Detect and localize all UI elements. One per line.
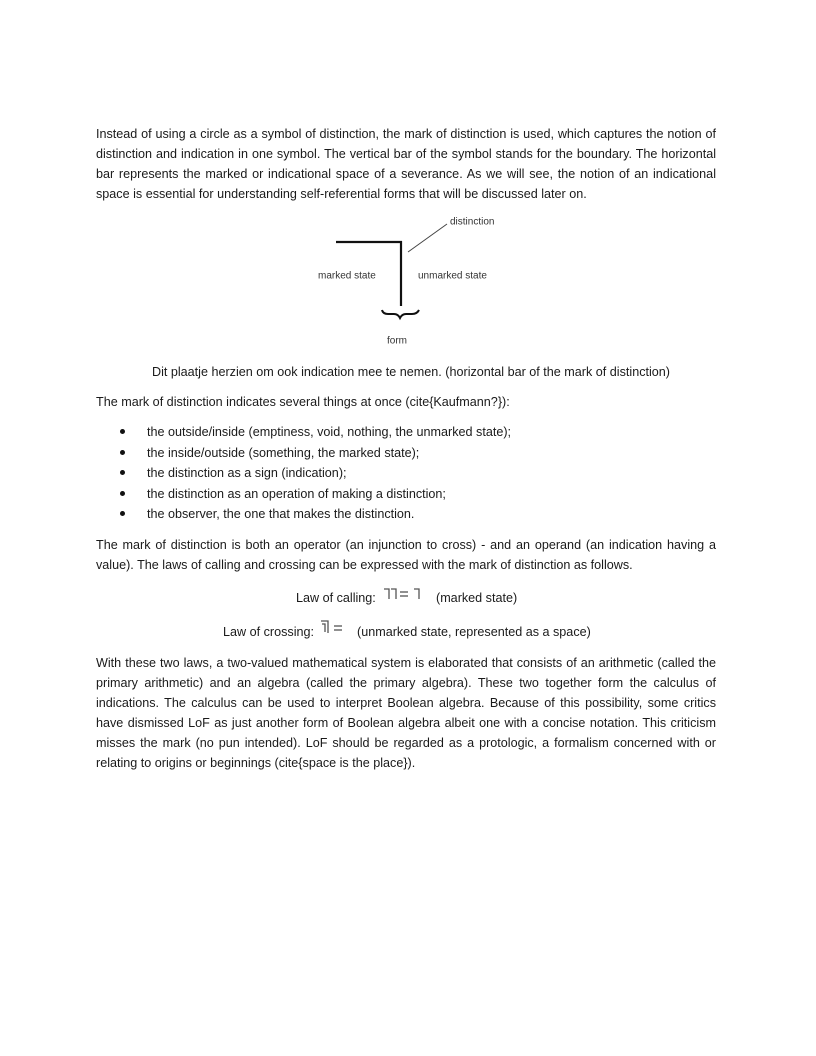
law-calling-note: (marked state) [436, 590, 518, 605]
paragraph-intro: Instead of using a circle as a symbol of distinction, the mark of distinction is used, which captures the notion of distinction and indication in one symbol. The vertical bar of the symbol stands for the boundary. The horizontal bar represents the marked or indicational space of a severance. As we will see, the notion of an indicational space is essential for understanding self-referential forms that will be discussed later on. [96, 127, 716, 201]
law-crossing-note: (unmarked state, represented as a space) [357, 624, 591, 639]
paragraph-operator-operand: The mark of distinction is both an operator (an injunction to cross) - and an operand (an indication having a value). The laws of calling and crossing can be expressed with the mark of distinction as follows. [96, 537, 716, 572]
document-page [96, 124, 716, 783]
law-of-calling [96, 585, 716, 611]
form-brace [382, 310, 419, 318]
list-item-text: the distinction as a sign (indication); [147, 466, 347, 480]
list-item-text: the inside/outside (something, the marked state); [147, 445, 420, 460]
law-calling-label: Law of calling: [296, 590, 376, 605]
list-item [96, 504, 716, 525]
figure-caption: Dit plaatje herzien om ook indication mee te nemen. (horizontal bar of the mark of distinction) [151, 365, 670, 379]
list-item [96, 463, 716, 484]
list-item [96, 422, 716, 443]
law-crossing-equation-icon [320, 619, 350, 639]
bullet-icon [120, 429, 125, 434]
bullet-icon [120, 470, 125, 475]
list-item-text: the outside/inside (emptiness, void, nothing, the unmarked state); [147, 425, 512, 439]
distinction-list [96, 422, 716, 525]
label-distinction: distinction [450, 216, 495, 228]
mark-of-distinction-figure [96, 214, 716, 352]
list-item-text: the observer, the one that makes the distinction. [147, 507, 415, 521]
label-unmarked-state: unmarked state [418, 270, 487, 282]
bullet-icon [120, 491, 125, 496]
bullet-icon [120, 511, 125, 516]
law-of-crossing [96, 619, 716, 645]
law-crossing-label: Law of crossing: [223, 624, 314, 639]
list-item [96, 484, 716, 505]
bullet-icon [120, 450, 125, 455]
distinction-pointer-line [408, 224, 447, 252]
paragraph-mark-indicates: The mark of distinction indicates several things at once (cite{Kaufmann?}): [96, 395, 510, 409]
paragraph-two-laws: With these two laws, a two-valued mathematical system is elaborated that consists of an arithmetic (called the primary arithmetic) and an algebra (called the primary algebra). These two together form the calculus of indications. The calculus can be used to interpret Boolean algebra. Because of this possibility, some critics have dismissed LoF as just another form of Boolean algebra albeit one with a concise notation. This criticism misses the mark (no pun intended). LoF should be regarded as a protologic, a formalism concerned with or relating to origins or beginnings (cite{space is the place}). [96, 655, 716, 770]
distinction-diagram [96, 214, 716, 352]
label-marked-state: marked state [318, 270, 376, 282]
list-item-text: the distinction as an operation of making a distinction; [147, 486, 446, 501]
law-calling-equation-icon [383, 585, 425, 605]
label-form: form [387, 335, 407, 347]
list-item [96, 443, 716, 464]
